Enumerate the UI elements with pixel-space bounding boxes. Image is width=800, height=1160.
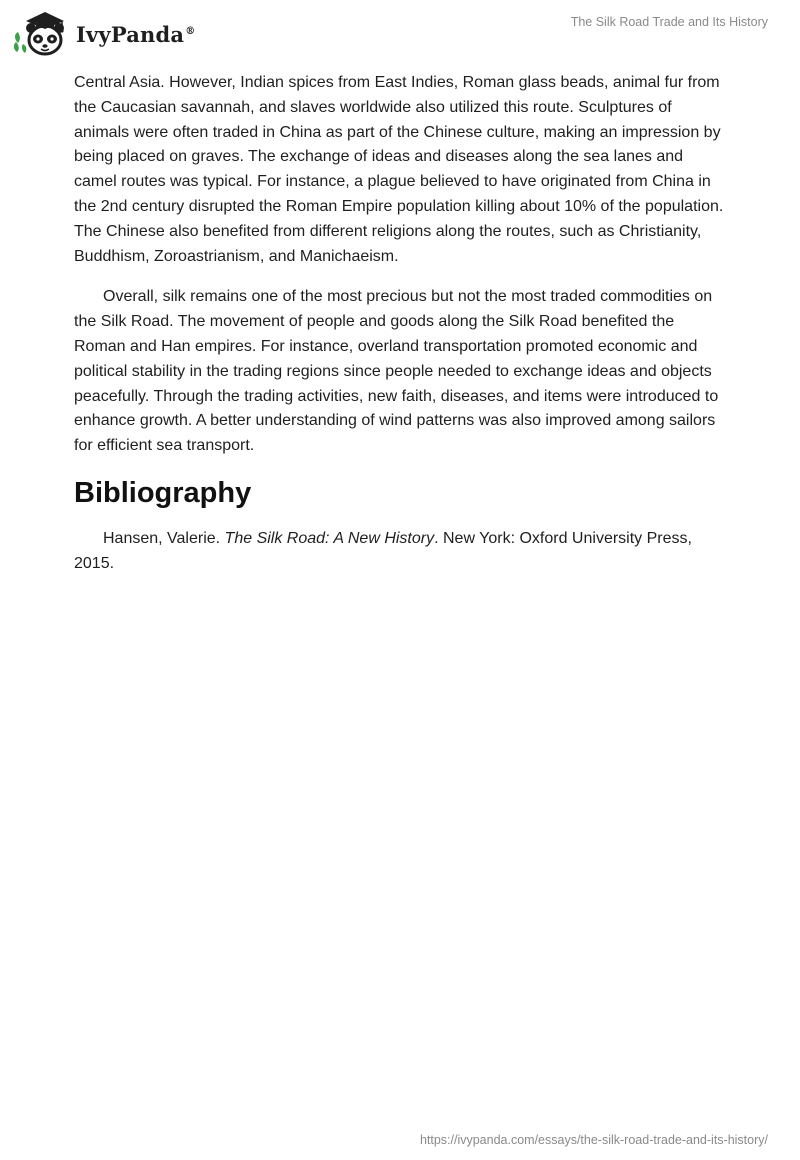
bibliography-title: The Silk Road: A New History [224,529,435,547]
running-title: The Silk Road Trade and Its History [570,15,768,29]
document-body [74,71,730,593]
registered-mark: ® [185,25,196,37]
bibliography-entry [74,527,730,577]
page-header [0,0,800,70]
panda-graduate-icon [14,9,72,57]
logo-wordmark: IvyPanda® [76,21,196,47]
ivypanda-logo[interactable] [14,9,195,57]
body-paragraph-2: Overall, silk remains one of the most precious but not the most traded commodities on the Silk Road. The movement of people and goods along the Silk Road benefited the Roman and Han empires. For instance, overland transportation promoted economic and political stability in the trading regions since people needed to exchange ideas and objects peacefully. Through the trading activities, new faith, diseases, and items were introduced to enhance growth. A better understanding of wind patterns was also improved among sailors for efficient sea transport. [74,288,719,455]
body-paragraph-1: Central Asia. However, Indian spices from East Indies, Roman glass beads, animal fur from the Caucasian savannah, and slaves worldwide also utilized this route. Sculptures of animals were often traded in China as part of the Chinese culture, making an impression by being placed on graves. The exchange of ideas and diseases along the sea lanes and camel routes was typical. For instance, a plague believed to have originated from China in the 2nd century disrupted the Roman Empire population killing about 10% of the population. The Chinese also benefited from different religions along the routes, such as Christianity, Buddhism, Zoroastrianism, and Manichaeism. [74,74,724,265]
bibliography-publisher: . New York: Oxford University Press, 2015. [74,529,692,572]
bibliography-author: Hansen, Valerie. [103,529,225,547]
bibliography-heading: Bibliography [74,476,252,509]
source-url[interactable]: https://ivypanda.com/essays/the-silk-road-trade-and-its-history/ [419,1133,768,1147]
